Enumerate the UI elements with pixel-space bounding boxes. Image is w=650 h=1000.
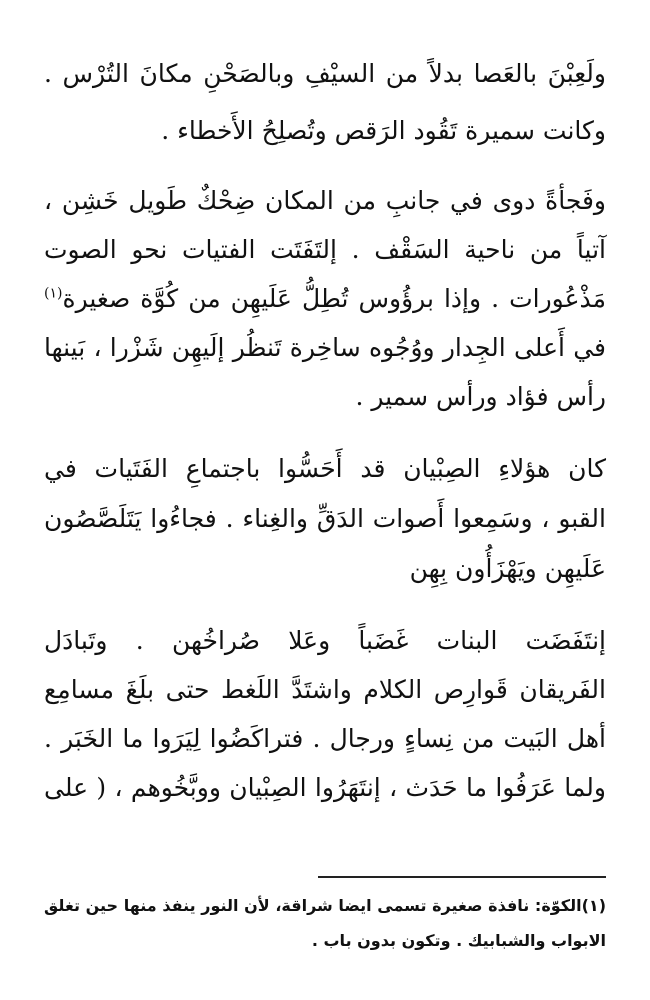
text-line: في أَعلى الجِدار ووُجُوه ساخِرة تَنظُر إلَيهِن شَزْرا ، بَينها: [44, 333, 606, 362]
text-line: ولَعِبْنَ بالعَصا بدلاً من السيْفِ وبالصَحْنِ مكانَ التُرْس .: [44, 59, 606, 88]
footnote-line: (١)الكوّة: نافذة صغيرة تسمى ايضا شراقة، لأن النور ينفذ منها حين تغلق: [44, 896, 606, 915]
text-line: الفَريقان قَوارِص الكلام واشتَدَّ اللَغط حتى بلَغَ مسامِع: [44, 675, 606, 704]
text-line: أهل البَيت من نِساءٍ ورجال . فتراكَضُوا لِيَرَوا ما الخَبَر .: [44, 724, 606, 753]
footnote-divider: [318, 876, 606, 878]
text-line: آتياً من ناحية السَقْف . إلتَفَتَت الفتيات نحو الصوت: [44, 235, 606, 264]
text-line: وكانت سميرة تَقُود الرَقص وتُصلِحُ الأَخطاء .: [161, 116, 606, 145]
text-line: وفَجأةً دوى في جانبِ من المكان ضِحْكٌ طَويل خَشِن ،: [44, 186, 606, 215]
text-line: عَلَيهِن ويَهْزَأُون بِهِن: [409, 554, 606, 583]
paragraph-1: [44, 58, 606, 147]
paragraph-3: [44, 453, 606, 585]
footnote-line: الابواب والشبابيك . وتكون بدون باب .: [311, 931, 606, 950]
text-line: إنتَفَضَت البنات غَضَباً وعَلا صُراخُهن . وتَبادَل: [44, 626, 606, 655]
text-segment: مَذْعُورات . وإذا برؤُوس تُطِلُّ عَلَيهِن من كُوَّة صغيرة: [62, 284, 606, 313]
footnote-marker: (١): [44, 285, 63, 302]
text-line: ولما عَرَفُوا ما حَدَث ، إنتَهَرُوا الصِبْيان ووبَّخُوهم ، ( على: [44, 773, 606, 802]
text-line-with-footnote: [44, 283, 606, 315]
footnote: [44, 888, 606, 958]
paragraph-4: [44, 625, 606, 804]
paragraph-2: [44, 185, 606, 413]
text-line: كان هؤلاءِ الصِبْيان قد أَحَسُّوا باجتماعِ الفَتَيات في: [44, 454, 606, 483]
text-line: القبو ، وسَمِعوا أَصوات الدَقِّ والغِناء . فجاءُوا يَتَلَصَّصُون: [44, 504, 606, 533]
text-line: رأس فؤاد ورأس سمير .: [355, 382, 606, 411]
